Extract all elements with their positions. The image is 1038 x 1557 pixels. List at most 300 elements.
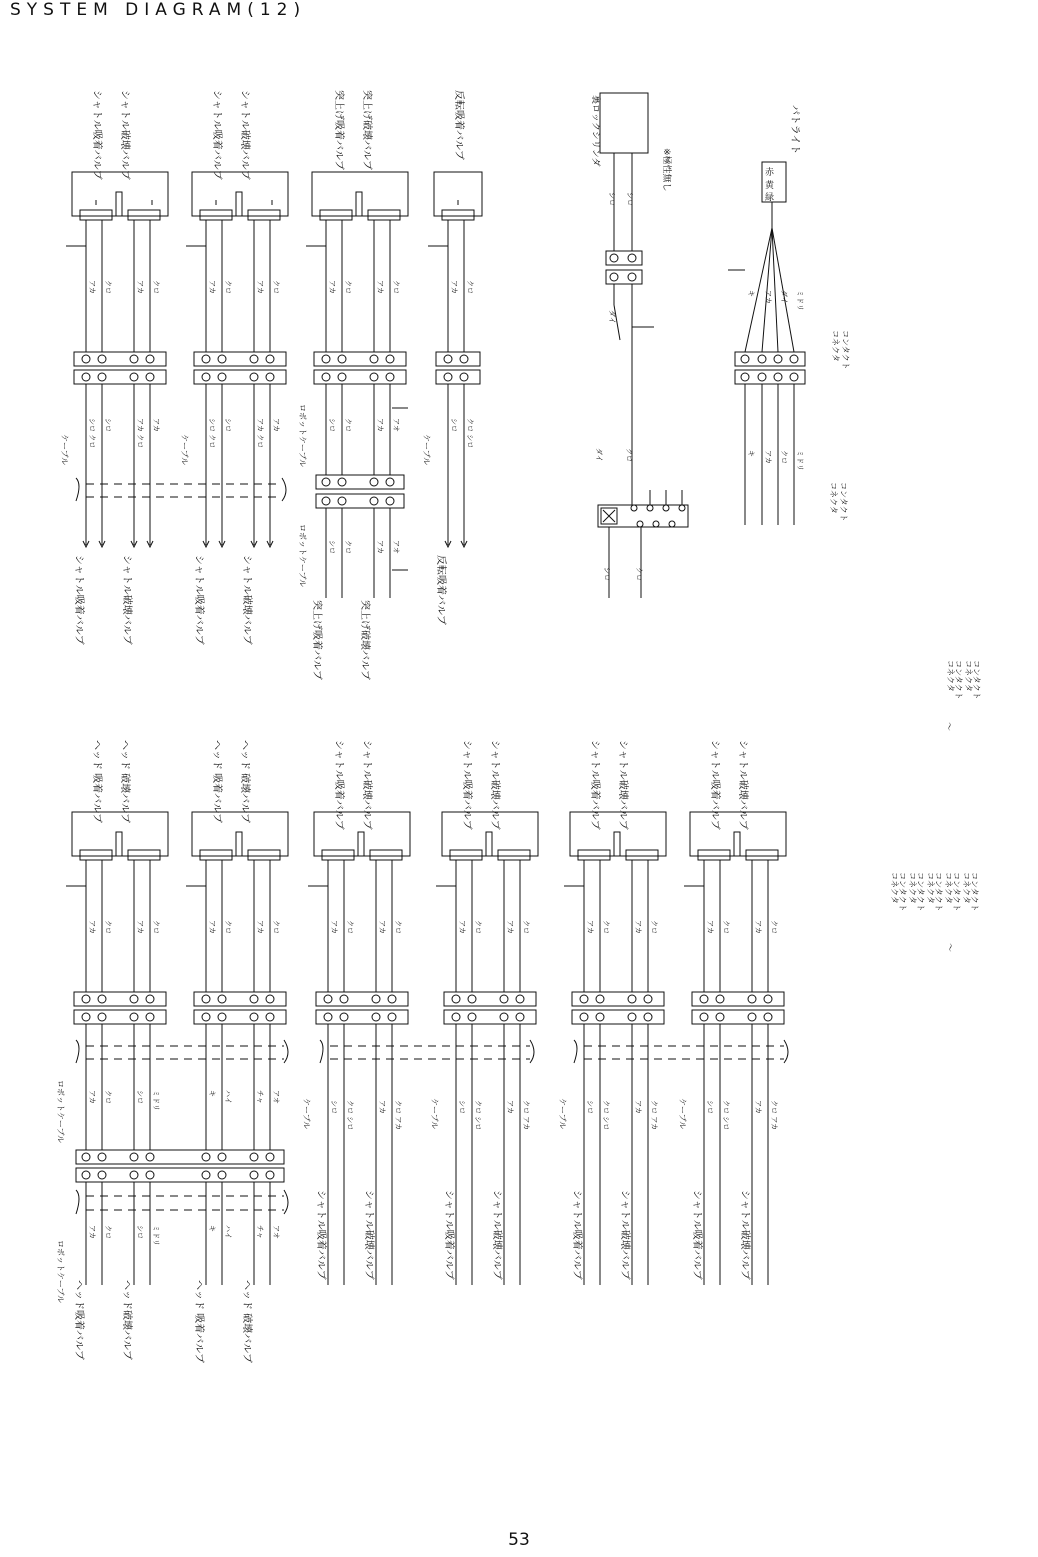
valve-divider: [236, 832, 242, 856]
wire-color-label: アカ: [376, 540, 384, 554]
lock-cylinder-box: [600, 93, 648, 153]
valve-title-label: ヘッド 破壊バルブ: [239, 740, 250, 824]
connector-pin: [202, 995, 210, 1003]
solenoid-coil: [80, 850, 112, 860]
cable-label: ケーブル: [180, 434, 189, 466]
connector-pin: [266, 995, 274, 1003]
connector-pin: [82, 1153, 90, 1161]
cable-label: ケーブル: [430, 1098, 439, 1130]
cable-label: ケーブル: [558, 1098, 567, 1130]
terminal-pin: [716, 1013, 724, 1021]
solenoid-coil: [200, 850, 232, 860]
connector-pin: [202, 1153, 210, 1161]
terminal-pin: [218, 1013, 226, 1021]
valve-destination-label: シャトル吸着バルブ: [691, 1190, 702, 1280]
wire-color-label: アカ: [330, 920, 338, 934]
wire-color-label: クロ アカ: [650, 1100, 658, 1131]
connector-pin: [372, 995, 380, 1003]
wire-color-label: キ: [747, 290, 755, 297]
cable-bracket: [76, 1040, 79, 1063]
wire-color-label: クロ アカ: [394, 1100, 402, 1131]
wire-color-label: クロ: [344, 540, 352, 554]
wire-color-label: シロ: [136, 1090, 144, 1104]
wire-color-label: アカ: [706, 920, 714, 934]
connector-pin: [250, 355, 258, 363]
terminal-pin: [130, 1013, 138, 1021]
wave-label: ～: [944, 943, 954, 953]
connector-pin: [130, 995, 138, 1003]
valve-destination-label: ヘッド破壊バルブ: [121, 1280, 132, 1360]
wire-color-label: クロ: [394, 920, 402, 934]
terminal-pin: [444, 373, 452, 381]
valve-title-label: 突上げ破壊バルブ: [361, 90, 372, 170]
terminal-pin: [82, 373, 90, 381]
terminal-pin: [218, 1171, 226, 1179]
solenoid-coil: [370, 850, 402, 860]
terminal-pin: [388, 1013, 396, 1021]
wire-color-label: クロ: [650, 920, 658, 934]
wire-color-label: ミドリ: [796, 450, 804, 471]
solenoid-coil: [200, 210, 232, 220]
wire-color-label: クロ: [625, 448, 633, 462]
wire-color-label: クロ アカ: [522, 1100, 530, 1131]
solenoid-coil: [128, 210, 160, 220]
wire-color-label: アカ: [754, 920, 762, 934]
solenoid-coil: [80, 210, 112, 220]
wire-color-label: クロ シロ: [346, 1100, 354, 1131]
connector-pin: [580, 995, 588, 1003]
wire-color-label: クロ: [770, 920, 778, 934]
lamp-yellow-label: 黄: [765, 181, 775, 191]
contact-label: コンタクト: [934, 872, 943, 912]
connector-pin: [628, 995, 636, 1003]
connector-pin: [386, 355, 394, 363]
valve-destination-label: 突上げ破壊バルブ: [359, 600, 370, 680]
valve-destination-label: シャトル吸着バルブ: [73, 555, 84, 645]
connector-pin: [748, 995, 756, 1003]
connector-pin: [610, 254, 618, 262]
wire-color-label: ダイ: [608, 310, 616, 324]
valve-destination-label: ヘッド吸着バルブ: [73, 1280, 84, 1360]
terminal-pin: [98, 1171, 106, 1179]
connector-pin: [130, 355, 138, 363]
valve-destination-label: シャトル破壊バルブ: [121, 555, 132, 645]
connector-label: コネクタ: [962, 872, 971, 904]
wire-color-label: シロ クロ: [88, 418, 96, 449]
connector-pin: [628, 254, 636, 262]
switch-contact: [669, 521, 675, 527]
terminal-pin: [322, 497, 330, 505]
connector-label: コネクタ: [908, 872, 917, 904]
connector-strip: [436, 352, 480, 366]
valve-title-label: シャトル破壊バルブ: [239, 90, 250, 180]
wire-color-label: アカ: [272, 418, 280, 432]
terminal-pin: [130, 373, 138, 381]
wire-color-label: シロ: [608, 192, 616, 206]
wire-color-label: キ: [208, 1225, 216, 1232]
terminal-pin: [146, 1171, 154, 1179]
cable-bracket: [284, 1190, 288, 1214]
terminal-pin: [266, 373, 274, 381]
terminal-pin: [468, 1013, 476, 1021]
connector-pin: [644, 995, 652, 1003]
connector-pin: [146, 995, 154, 1003]
terminal-pin: [202, 1013, 210, 1021]
valve-title-label: シャトル吸着バルブ: [333, 740, 344, 830]
wire-color-label: ミドリ: [796, 290, 804, 311]
solenoid-coil: [442, 210, 474, 220]
cable-bracket: [320, 1040, 323, 1063]
wire-color-label: アカ: [256, 920, 264, 934]
valve-title-label: ヘッド 吸着バルブ: [91, 740, 102, 824]
terminal-pin: [202, 373, 210, 381]
connector-pin: [741, 355, 749, 363]
solenoid-coil: [248, 210, 280, 220]
valve-title-label: ヘッド 破壊バルブ: [119, 740, 130, 824]
cable-bracket: [784, 1040, 788, 1063]
contact-label: コンタクト: [898, 872, 907, 912]
connector-pin: [130, 1153, 138, 1161]
wire-color-label: クロ: [272, 280, 280, 294]
cable-bracket: [284, 1040, 288, 1063]
terminal-pin: [741, 373, 749, 381]
terminal-pin: [82, 1013, 90, 1021]
cable-bracket: [282, 478, 286, 501]
note-label: ※極性無し: [661, 148, 671, 192]
valve-destination-label: シャトル破壊バルブ: [363, 1190, 374, 1280]
terminal-pin: [98, 1013, 106, 1021]
wire-color-label: ミドリ: [152, 1225, 160, 1246]
terminal-pin: [610, 273, 618, 281]
connector-pin: [250, 1153, 258, 1161]
connector-pin: [98, 995, 106, 1003]
wire-color-label: シロ: [458, 1100, 466, 1114]
connector-pin: [716, 995, 724, 1003]
cable-label: ケーブル: [422, 434, 431, 466]
wire-color-label: アカ: [378, 920, 386, 934]
wire-color-label: シロ: [450, 418, 458, 432]
terminal-pin: [218, 373, 226, 381]
wire-color-label: シロ: [136, 1225, 144, 1239]
connector-label: コネクタ: [926, 872, 935, 904]
solenoid-coil: [322, 850, 354, 860]
wire-color-label: アカ: [136, 280, 144, 294]
connector-pin: [146, 355, 154, 363]
valve-divider: [614, 832, 620, 856]
connector-pin: [386, 478, 394, 486]
cable-bracket: [76, 478, 79, 501]
valve-divider: [236, 192, 242, 216]
valve-destination-label: シャトル吸着バルブ: [571, 1190, 582, 1280]
valve-title-label: シャトル破壊バルブ: [617, 740, 628, 830]
wire-color-label: キ: [208, 1090, 216, 1097]
connector-pin: [98, 1153, 106, 1161]
connector-label: コネクタ: [946, 660, 955, 692]
cable-label: ケーブル: [302, 1098, 311, 1130]
wire-color-label: ミドリ: [152, 1090, 160, 1111]
contact-label: コンタクト: [972, 660, 981, 700]
connector-pin: [98, 355, 106, 363]
valve-title-label: シャトル破壊バルブ: [361, 740, 372, 830]
valve-destination-label: 突上げ吸着バルブ: [311, 600, 322, 680]
cable-label: ロボットケーブル: [298, 404, 307, 468]
connector-pin: [338, 355, 346, 363]
valve-divider: [358, 832, 364, 856]
wire-color-label: アカ: [152, 418, 160, 432]
terminal-pin: [386, 497, 394, 505]
wire-color-label: アカ: [634, 920, 642, 934]
wire-color-label: クロ アカ: [770, 1100, 778, 1131]
wire-color-label: クロ: [104, 920, 112, 934]
wire-color-label: シロ: [328, 540, 336, 554]
contact-label: コンタクト: [841, 330, 850, 370]
page-number: 53: [508, 1530, 530, 1550]
connector-pin: [218, 355, 226, 363]
valve-destination-label: 反転吸着バルブ: [435, 555, 446, 625]
wire-color-label: アカ: [764, 450, 772, 464]
terminal-pin: [460, 373, 468, 381]
wire-color-label: クロ: [344, 280, 352, 294]
wire-color-label: アカ クロ: [256, 418, 264, 449]
terminal-pin: [644, 1013, 652, 1021]
switch-cross: [603, 510, 615, 522]
wire-color-label: キ: [747, 450, 755, 457]
connector-label: コネクタ: [964, 660, 973, 692]
wire-color-label: アカ クロ: [136, 418, 144, 449]
connector-pin: [82, 355, 90, 363]
connector-pin: [340, 995, 348, 1003]
switch-contact: [647, 505, 653, 511]
wire-color-label: ダイ: [595, 448, 603, 462]
valve-destination-label: シャトル吸着バルブ: [315, 1190, 326, 1280]
connector-pin: [266, 355, 274, 363]
valve-title-label: ヘッド 吸着バルブ: [211, 740, 222, 824]
wire-color-label: アカ: [88, 1090, 96, 1104]
terminal-pin: [500, 1013, 508, 1021]
valve-destination-label: シャトル破壊バルブ: [619, 1190, 630, 1280]
terminal-pin: [516, 1013, 524, 1021]
terminal-pin: [338, 497, 346, 505]
wire-color-label: クロ: [224, 280, 232, 294]
valve-housing-block: [434, 172, 482, 216]
wire-color-label: シロ: [586, 1100, 594, 1114]
wire-color-label: アカ: [88, 280, 96, 294]
solenoid-coil: [746, 850, 778, 860]
terminal-pin: [370, 373, 378, 381]
wire-color-label: シロ クロ: [208, 418, 216, 449]
terminal-pin: [338, 373, 346, 381]
solenoid-coil: [578, 850, 610, 860]
switch-contact: [679, 505, 685, 511]
terminal-pin: [596, 1013, 604, 1021]
wire-color-label: ハイ: [224, 1090, 232, 1104]
terminal-pin: [250, 373, 258, 381]
cable-label: ロボットケーブル: [298, 524, 307, 588]
connector-pin: [202, 355, 210, 363]
wire-color-label: アカ: [506, 920, 514, 934]
wire-color-label: ハイ: [224, 1225, 232, 1239]
switch-contact: [637, 521, 643, 527]
wire-color-label: クロ: [224, 920, 232, 934]
lamp-red-label: 赤: [765, 168, 775, 178]
connector-pin: [370, 478, 378, 486]
valve-divider: [116, 192, 122, 216]
wire-color-label: アカ: [506, 1100, 514, 1114]
wire-color-label: アカ: [88, 920, 96, 934]
wire-color-label: シロ: [104, 418, 112, 432]
wire-color-label: チャ: [256, 1225, 264, 1239]
wire-color-label: クロ: [152, 280, 160, 294]
connector-pin: [322, 355, 330, 363]
wire-color-label: クロ シロ: [474, 1100, 482, 1131]
wire-color-label: クロ: [104, 1090, 112, 1104]
valve-destination-label: ヘッド 吸着バルブ: [193, 1280, 204, 1364]
valve-title-label: シャトル吸着バルブ: [211, 90, 222, 180]
connector-pin: [758, 355, 766, 363]
terminal-pin: [764, 1013, 772, 1021]
connector-pin: [388, 995, 396, 1003]
contact-label: コンタクト: [954, 660, 963, 700]
solenoid-coil: [498, 850, 530, 860]
valve-title-label: シャトル吸着バルブ: [709, 740, 720, 830]
wave-label: ～: [943, 722, 953, 732]
connector-label: コネクタ: [890, 872, 899, 904]
solenoid-coil: [626, 850, 658, 860]
cable-bracket: [76, 1190, 79, 1214]
wire-color-label: シロ: [328, 418, 336, 432]
solenoid-coil: [698, 850, 730, 860]
terminal-pin: [628, 273, 636, 281]
connector-pin: [596, 995, 604, 1003]
wire-color-label: アカ: [376, 418, 384, 432]
wire-color-label: クロ: [635, 567, 643, 581]
terminal-pin: [250, 1013, 258, 1021]
connector-pin: [218, 1153, 226, 1161]
valve-destination-label: シャトル吸着バルブ: [193, 555, 204, 645]
terminal-pin: [700, 1013, 708, 1021]
wire-color-label: シロ: [626, 192, 634, 206]
connector-pin: [452, 995, 460, 1003]
lock-cylinder-label: 裏ロックシリンダ: [590, 95, 600, 167]
wire-color-label: シロ: [603, 567, 611, 581]
solenoid-coil: [128, 850, 160, 860]
connector-label: コネクタ: [944, 872, 953, 904]
terminal-pin: [372, 1013, 380, 1021]
wire-color-label: アカ: [450, 280, 458, 294]
page-title: SYSTEM DIAGRAM(12): [10, 0, 307, 20]
connector-pin: [218, 995, 226, 1003]
wire-color-label: アオ: [272, 1090, 280, 1104]
switch-contact: [631, 505, 637, 511]
contact-label: コンタクト: [839, 482, 848, 522]
wire-color-label: クロ: [104, 280, 112, 294]
switch-contact: [653, 521, 659, 527]
terminal-pin: [266, 1171, 274, 1179]
terminal-pin: [250, 1171, 258, 1179]
wire-color-label: クロ: [722, 920, 730, 934]
terminal-pin: [146, 373, 154, 381]
connector-pin: [146, 1153, 154, 1161]
terminal-pin: [266, 1013, 274, 1021]
valve-title-label: シャトル破壊バルブ: [489, 740, 500, 830]
cable-label: ロボットケーブル: [56, 1080, 65, 1144]
terminal-pin: [130, 1171, 138, 1179]
wire-color-label: アカ: [256, 280, 264, 294]
lamp-green-label: 緑: [765, 193, 775, 203]
cable-label: ロボットケーブル: [56, 1240, 65, 1304]
wire-color-label: アオ: [392, 540, 400, 554]
wire-color-label: アカ: [376, 280, 384, 294]
valve-housing: [434, 172, 482, 216]
switch-contact: [663, 505, 669, 511]
contact-label: コンタクト: [970, 872, 979, 912]
terminal-pin: [386, 373, 394, 381]
valve-title-label: シャトル吸着バルブ: [589, 740, 600, 830]
wire-color-label: クロ: [522, 920, 530, 934]
cable-label: ケーブル: [60, 434, 69, 466]
terminal-pin: [628, 1013, 636, 1021]
valve-title-label: シャトル破壊バルブ: [737, 740, 748, 830]
connector-pin: [444, 355, 452, 363]
valve-destination-label: シャトル吸着バルブ: [443, 1190, 454, 1280]
solenoid-coil: [248, 850, 280, 860]
connector-pin: [266, 1153, 274, 1161]
solenoid-coil: [368, 210, 400, 220]
wire-color-label: クロ シロ: [722, 1100, 730, 1131]
valve-divider: [486, 832, 492, 856]
connector-pin: [468, 995, 476, 1003]
wire-color-label: アカ: [586, 920, 594, 934]
terminal-pin: [322, 373, 330, 381]
connector-pin: [338, 478, 346, 486]
wire-color-label: クロ シロ: [466, 418, 474, 449]
wire-color-label: アカ: [208, 280, 216, 294]
terminal-pin: [774, 373, 782, 381]
wire-color-label: クロ: [272, 920, 280, 934]
valve-destination-label: ヘッド 破壊バルブ: [241, 1280, 252, 1364]
contact-label: コンタクト: [916, 872, 925, 912]
terminal-pin: [790, 373, 798, 381]
wire-color-label: アオ: [272, 1225, 280, 1239]
connector-pin: [250, 995, 258, 1003]
connector-pin: [774, 355, 782, 363]
wire-color-label: クロ: [466, 280, 474, 294]
switch-lead: [650, 490, 682, 505]
connector-pin: [324, 995, 332, 1003]
valve-divider: [116, 832, 122, 856]
connector-pin: [516, 995, 524, 1003]
wire-color-label: クロ: [602, 920, 610, 934]
valve-title-label: 反転吸着バルブ: [453, 90, 464, 160]
wire-color-label: アカ: [88, 1225, 96, 1239]
patlite-label: パトライト: [789, 105, 800, 155]
connector-pin: [764, 995, 772, 1003]
wire-color-label: チャ: [256, 1090, 264, 1104]
valve-destination-label: シャトル破壊バルブ: [491, 1190, 502, 1280]
wire-color-label: アカ: [754, 1100, 762, 1114]
terminal-pin: [146, 1013, 154, 1021]
wire-color-label: アカ: [764, 290, 772, 304]
wire-color-label: アカ: [328, 280, 336, 294]
terminal-pin: [324, 1013, 332, 1021]
terminal-pin: [202, 1171, 210, 1179]
connector-label: コネクタ: [829, 482, 838, 514]
connector-pin: [82, 995, 90, 1003]
wire-color-label: ダイ: [780, 290, 788, 304]
connector-label: コネクタ: [831, 330, 840, 362]
connector-pin: [700, 995, 708, 1003]
contact-label: コンタクト: [952, 872, 961, 912]
